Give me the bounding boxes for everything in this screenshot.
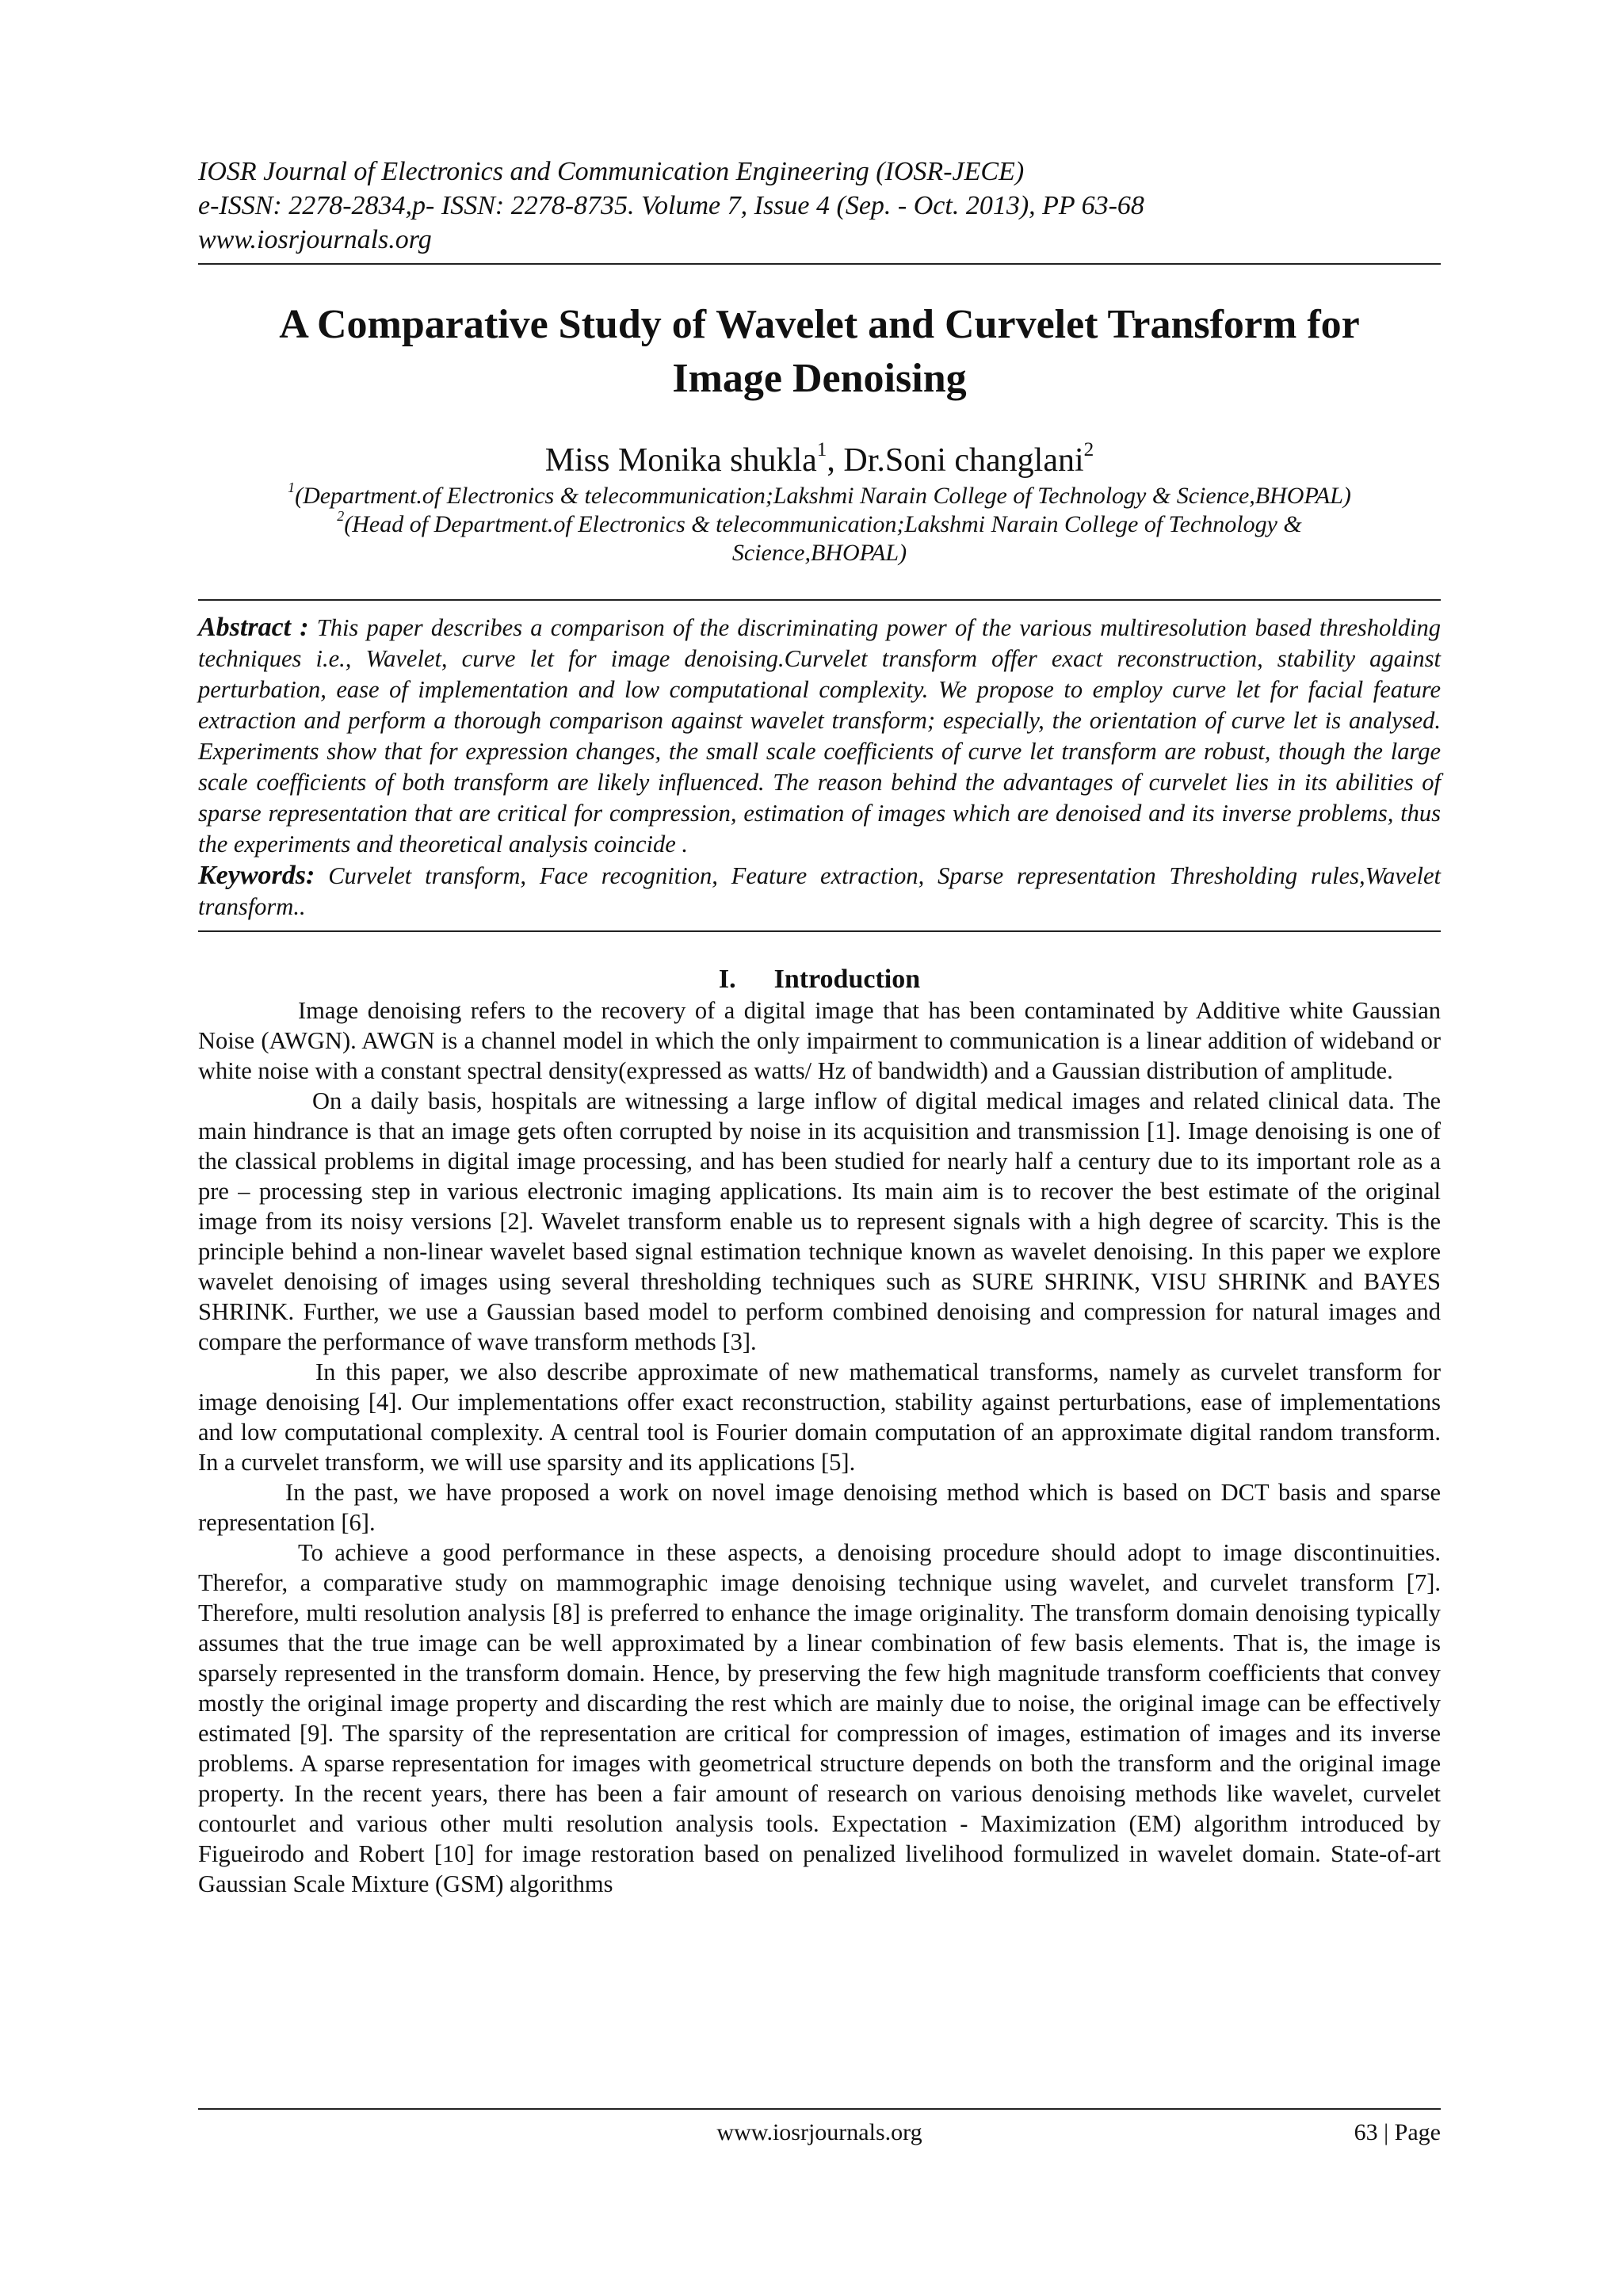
abstract-label: Abstract :: [198, 613, 309, 642]
paper-title: A Comparative Study of Wavelet and Curvelet Transform for Image Denoising: [279, 302, 1360, 401]
abstract-top-divider: [198, 599, 1441, 601]
paragraph: In the past, we have proposed a work on novel image denoising method which is based on DCT basis and sparse representation [6].: [198, 1479, 1441, 1536]
abstract: [198, 612, 1441, 860]
affiliation-2-text: (Head of Department.of Electronics & telecommunication;Lakshmi Narain College of Technology & Science,BHOPAL): [344, 511, 1302, 566]
introduction-body: [198, 995, 1441, 1899]
affiliation-2-sup: 2: [337, 508, 345, 525]
affiliation-1-text: (Department.of Electronics & telecommunication;Lakshmi Narain College of Technology & Science,BHOPAL): [295, 483, 1351, 509]
journal-issn: e-ISSN: 2278-2834,p- ISSN: 2278-8735. Volume 7, Issue 4 (Sep. - Oct. 2013), PP 63-68: [198, 191, 1144, 220]
journal-url: www.iosrjournals.org: [198, 225, 432, 254]
paper-page: [198, 155, 1441, 1899]
author-1: Miss Monika shukla: [544, 442, 817, 479]
affiliation-2: [257, 510, 1382, 567]
section-title: Introduction: [773, 965, 921, 994]
author-line: [198, 441, 1441, 480]
author-separator: ,: [827, 442, 844, 479]
footer-site: www.iosrjournals.org: [716, 2119, 922, 2145]
author-2-sup: 2: [1083, 439, 1094, 461]
header-divider: [198, 263, 1441, 265]
paragraph: On a daily basis, hospitals are witnessing a large inflow of digital medical images and related clinical data. The main hindrance is that an image gets often corrupted by noise in its acquisition and transmission [1]. Image denoising is one of the classical problems in digital image processing, and has been studied for nearly half a century due to its important role as a pre – processing step in various electronic imaging applications. Its main aim is to recover the best estimate of the original image from its noisy versions [2]. Wavelet transform enable us to represent signals with a high degree of scarcity. This is the principle behind a non-linear wavelet based signal estimation technique known as wavelet denoising. In this paper we explore wavelet denoising of images using several thresholding techniques such as SURE SHRINK, VISU SHRINK and BAYES SHRINK. Further, we use a Gaussian based model to perform combined denoising and compression for natural images and compare the performance of wave transform methods [3].: [198, 1087, 1441, 1355]
paragraph: In this paper, we also describe approximate of new mathematical transforms, namely as curvelet transform for image denoising [4]. Our implementations offer exact reconstruction, stability against perturbations, ease of implementations and low computational complexity. A central tool is Fourier domain computation of an approximate digital random transform. In a curvelet transform, we will use sparsity and its applications [5].: [198, 1358, 1441, 1476]
abstract-bottom-divider: [198, 930, 1441, 932]
keywords-text: Curvelet transform, Face recognition, Feature extraction, Sparse representation Thresholding rules,Wavelet transform..: [198, 862, 1441, 920]
abstract-text: This paper describes a comparison of the discriminating power of the various multiresolution based thresholding techniques i.e., Wavelet, curve let for image denoising.Curvelet transform offer exact reconstruction, stability against perturbation, ease of implementation and low computational complexity. We propose to employ curve let for facial feature extraction and perform a thorough comparison against wavelet transform; especially, the orientation of curve let is analysed. Experiments show that for expression changes, the small scale coefficients of curve let transform are robust, though the large scale coefficients of both transform are likely influenced. The reason behind the advantages of curvelet lies in its abilities of sparse representation that are critical for compression, estimation of images which are denoised and its inverse problems, thus the experiments and theoretical analysis coincide .: [198, 614, 1442, 858]
keywords: [198, 860, 1441, 923]
author-1-sup: 1: [816, 439, 827, 461]
footer-divider: [198, 2108, 1441, 2110]
paragraph: To achieve a good performance in these aspects, a denoising procedure should adopt to image discontinuities. Therefor, a comparative study on mammographic image denoising technique using wavelet, and curvelet transform [7]. Therefore, multi resolution analysis [8] is preferred to enhance the image originality. The transform domain denoising typically assumes that the true image can be well approximated by a linear combination of few basis elements. That is, the image is sparsely represented in the transform domain. Hence, by preserving the few high magnitude transform coefficients that convey mostly the original image property and discarding the rest which are mainly due to noise, the original image can be effectively estimated [9]. The sparsity of the representation are critical for compression of images, estimation of images and its inverse problems. A sparse representation for images with geometrical structure depends on both the transform and the original image property. In the recent years, there has been a fair amount of research on various denoising methods like wavelet, curvelet contourlet and various other multi resolution analysis tools. Expectation - Maximization (EM) algorithm introduced by Figueirodo and Robert [10] for image restoration based on penalized livelihood formulized in wavelet domain. State-of-art Gaussian Scale Mixture (GSM) algorithms: [198, 1539, 1441, 1897]
section-heading-introduction: [198, 964, 1441, 995]
footer-row: [198, 2119, 1441, 2151]
affiliation-1: [198, 479, 1441, 510]
section-number: I.: [718, 965, 736, 994]
journal-header: [198, 155, 1441, 257]
paragraph: Image denoising refers to the recovery of a digital image that has been contaminated by Additive white Gaussian Noise (AWGN). AWGN is a channel model in which the only impairment to communication is a linear addition of wideband or white noise with a constant spectral density(expressed as watts/ Hz of bandwidth) and a Gaussian distribution of amplitude.: [198, 997, 1441, 1084]
footer-page-number: 63 | Page: [1354, 2119, 1441, 2145]
journal-name: IOSR Journal of Electronics and Communication Engineering (IOSR-JECE): [198, 157, 1025, 186]
author-2: Dr.Soni changlani: [843, 442, 1084, 479]
page-footer: [198, 2108, 1441, 2151]
affiliation-1-sup: 1: [288, 479, 296, 496]
keywords-label: Keywords:: [198, 861, 315, 890]
